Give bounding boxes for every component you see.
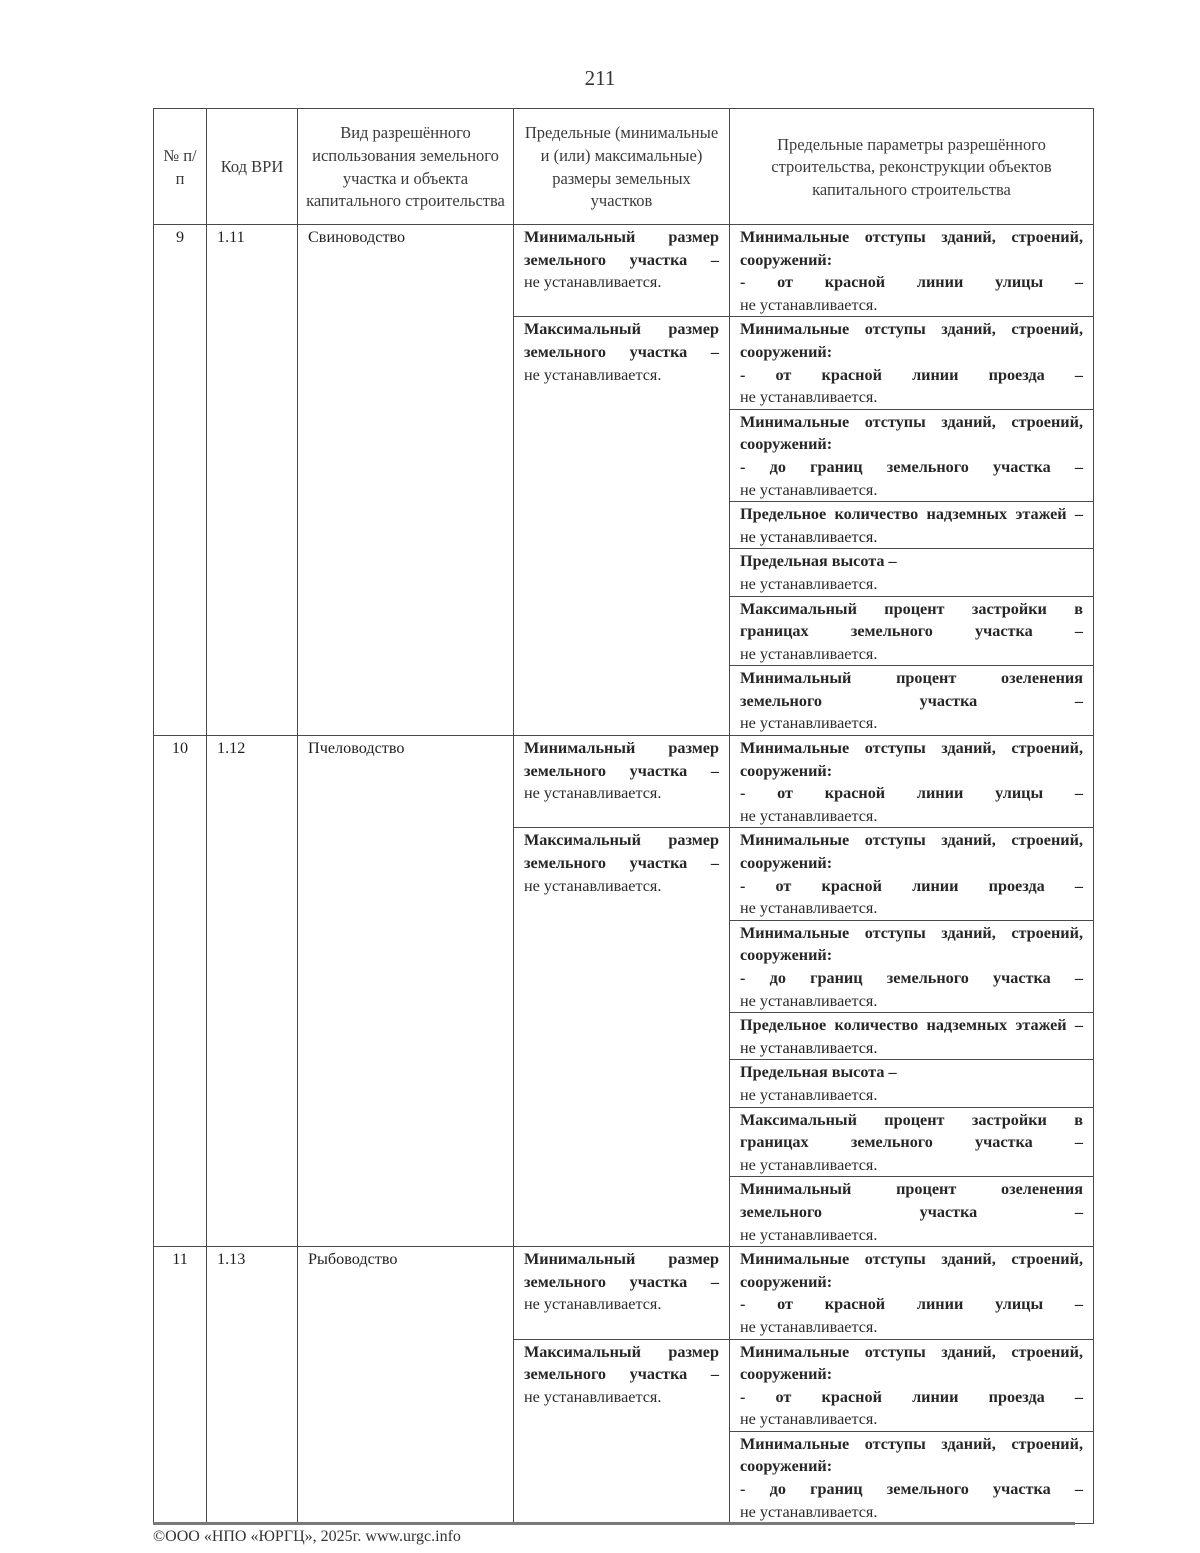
max-size-cell bbox=[514, 828, 730, 1247]
setback-boundary-line: - до границ земельного участка – bbox=[740, 1480, 1083, 1499]
setback-boundary-cell bbox=[730, 1431, 1094, 1523]
setback-street-line: - от красной линии улицы – bbox=[740, 1295, 1083, 1314]
page-number: 211 bbox=[584, 66, 616, 90]
setback-title: Минимальные отступы зданий, строений, сооружений: bbox=[740, 228, 1083, 269]
min-size-value: не устанавливается. bbox=[524, 1295, 662, 1314]
min-size-cell bbox=[514, 225, 730, 317]
coverage-title: Максимальный процент застройки в границах земельного участка – bbox=[740, 1110, 1083, 1152]
min-size-value: не устанавливается. bbox=[524, 273, 662, 292]
setback-boundary-value: не устанавливается. bbox=[740, 991, 878, 1010]
max-size-value: не устанавливается. bbox=[524, 365, 662, 384]
setback-driveway-cell bbox=[730, 828, 1094, 920]
height-title: Предельная высота – bbox=[740, 1063, 897, 1082]
max-size-title: Максимальный размер земельного участка – bbox=[524, 320, 719, 361]
setback-street-value: не устанавливается. bbox=[740, 1317, 878, 1336]
setback-street-cell bbox=[730, 1247, 1094, 1339]
row-code: 1.11 bbox=[207, 225, 298, 736]
coverage-value: не устанавливается. bbox=[740, 644, 878, 663]
row-num: 10 bbox=[154, 736, 207, 1247]
max-size-value: не устанавливается. bbox=[524, 1387, 662, 1406]
setback-title: Минимальные отступы зданий, строений, сооружений: bbox=[740, 1250, 1083, 1291]
setback-driveway-line: - от красной линии проезда – bbox=[740, 365, 1083, 384]
table-row bbox=[154, 225, 1094, 317]
floors-title: Предельное количество надземных этажей – bbox=[740, 1016, 1083, 1035]
setback-driveway-cell bbox=[730, 1339, 1094, 1431]
floors-cell bbox=[730, 1013, 1094, 1060]
header-params: Предельные параметры разрешённого строительства, реконструкции объектов капитального строительства bbox=[730, 109, 1094, 225]
coverage-cell bbox=[730, 596, 1094, 666]
row-use: Пчеловодство bbox=[298, 736, 514, 1247]
row-num: 9 bbox=[154, 225, 207, 736]
row-num: 11 bbox=[154, 1247, 207, 1524]
min-size-cell bbox=[514, 736, 730, 828]
setback-street-cell bbox=[730, 225, 1094, 317]
setback-boundary-line: - до границ земельного участка – bbox=[740, 969, 1083, 987]
table-row bbox=[154, 1247, 1094, 1339]
floors-value: не устанавливается. bbox=[740, 1038, 878, 1057]
header-size: Предельные (минимальные и (или) максимальные) размеры земельных участков bbox=[514, 109, 730, 225]
setback-title: Минимальные отступы зданий, строений, сооружений: bbox=[740, 1434, 1083, 1476]
setback-boundary-cell bbox=[730, 409, 1094, 501]
max-size-title: Максимальный размер земельного участка – bbox=[524, 1342, 719, 1384]
setback-title: Минимальные отступы зданий, строений, сооружений: bbox=[740, 831, 1083, 873]
setback-driveway-cell bbox=[730, 317, 1094, 409]
setback-boundary-cell bbox=[730, 920, 1094, 1012]
floors-title: Предельное количество надземных этажей – bbox=[740, 505, 1083, 524]
setback-street-line: - от красной линии улицы – bbox=[740, 784, 1083, 803]
min-size-title: Минимальный размер земельного участка – bbox=[524, 1250, 719, 1291]
coverage-cell bbox=[730, 1107, 1094, 1177]
row-code: 1.13 bbox=[207, 1247, 298, 1524]
header-code: Код ВРИ bbox=[207, 109, 298, 225]
footer-copyright: ©ООО «НПО «ЮРГЦ», 2025г. www.urgc.info bbox=[153, 1528, 461, 1545]
coverage-value: не устанавливается. bbox=[740, 1155, 878, 1174]
greening-title: Минимальный процент озеленения земельного участка – bbox=[740, 1180, 1083, 1221]
floors-value: не устанавливается. bbox=[740, 527, 878, 546]
setback-driveway-value: не устанавливается. bbox=[740, 1410, 878, 1429]
setback-street-value: не устанавливается. bbox=[740, 295, 878, 314]
regulations-table bbox=[153, 108, 1094, 1524]
row-use: Свиноводство bbox=[298, 225, 514, 736]
setback-title: Минимальные отступы зданий, строений, сооружений: bbox=[740, 923, 1083, 965]
greening-cell bbox=[730, 1177, 1094, 1247]
height-value: не устанавливается. bbox=[740, 574, 878, 593]
height-cell bbox=[730, 549, 1094, 596]
setback-street-value: не устанавливается. bbox=[740, 806, 878, 825]
header-num: № п/п bbox=[154, 109, 207, 225]
height-value: не устанавливается. bbox=[740, 1085, 878, 1104]
setback-title: Минимальные отступы зданий, строений, сооружений: bbox=[740, 320, 1083, 361]
setback-driveway-value: не устанавливается. bbox=[740, 899, 878, 918]
min-size-cell bbox=[514, 1247, 730, 1339]
setback-street-line: - от красной линии улицы – bbox=[740, 273, 1083, 292]
row-code: 1.12 bbox=[207, 736, 298, 1247]
setback-driveway-line: - от красной линии проезда – bbox=[740, 876, 1083, 895]
min-size-value: не устанавливается. bbox=[524, 784, 662, 803]
table-header-row bbox=[154, 109, 1094, 225]
setback-driveway-line: - от красной линии проезда – bbox=[740, 1387, 1083, 1406]
greening-value: не устанавливается. bbox=[740, 1225, 878, 1244]
greening-cell bbox=[730, 666, 1094, 736]
footer-rule bbox=[153, 1522, 1075, 1525]
max-size-cell bbox=[514, 1339, 730, 1524]
setback-title: Минимальные отступы зданий, строений, сооружений: bbox=[740, 739, 1083, 780]
height-cell bbox=[730, 1060, 1094, 1107]
min-size-title: Минимальный размер земельного участка – bbox=[524, 228, 719, 269]
coverage-title: Максимальный процент застройки в границах земельного участка – bbox=[740, 599, 1083, 641]
min-size-title: Минимальный размер земельного участка – bbox=[524, 739, 719, 780]
height-title: Предельная высота – bbox=[740, 552, 897, 571]
greening-title: Минимальный процент озеленения земельного участка – bbox=[740, 669, 1083, 710]
setback-title: Минимальные отступы зданий, строений, сооружений: bbox=[740, 412, 1083, 454]
greening-value: не устанавливается. bbox=[740, 714, 878, 733]
header-use: Вид разрешённого использования земельного участка и объекта капитального строительства bbox=[298, 109, 514, 225]
max-size-cell bbox=[514, 317, 730, 736]
setback-boundary-line: - до границ земельного участка – bbox=[740, 457, 1083, 476]
row-use: Рыбоводство bbox=[298, 1247, 514, 1524]
setback-driveway-value: не устанавливается. bbox=[740, 388, 878, 407]
setback-boundary-value: не устанавливается. bbox=[740, 1502, 878, 1521]
setback-boundary-value: не устанавливается. bbox=[740, 480, 878, 499]
floors-cell bbox=[730, 502, 1094, 549]
max-size-value: не устанавливается. bbox=[524, 876, 662, 895]
table-row bbox=[154, 736, 1094, 828]
max-size-title: Максимальный размер земельного участка – bbox=[524, 831, 719, 873]
setback-street-cell bbox=[730, 736, 1094, 828]
setback-title: Минимальные отступы зданий, строений, сооружений: bbox=[740, 1342, 1083, 1384]
